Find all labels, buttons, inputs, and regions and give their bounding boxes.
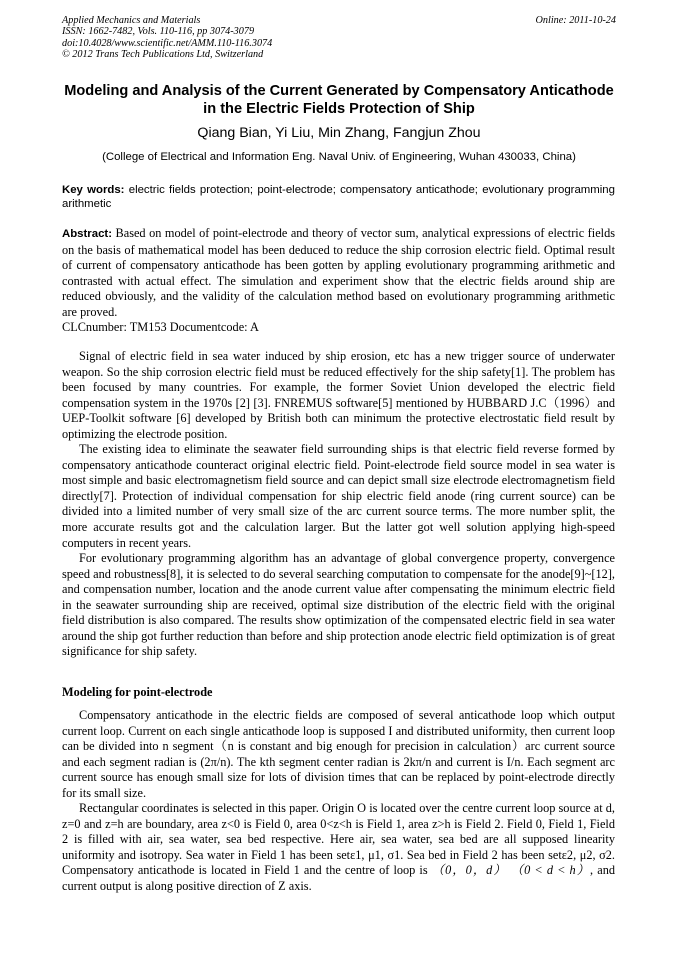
doi-line: doi:10.4028/www.scientific.net/AMM.110-116.3074 xyxy=(62,37,273,49)
keywords-label: Key words: xyxy=(62,184,125,196)
abstract-label: Abstract: xyxy=(62,228,113,240)
paragraph: Signal of electric field in sea water induced by ship erosion, etc has a new trigger source of underwater weapon. So the ship corrosion electric field must be reduced effectively for the ship safety[1]. The problem has been focused by many countries. For example, the former Soviet Union developed the electric field compensation system in the 1970s [2] [3]. FNREMUS software[5] mentioned by HUBBARD J.C（1996）and UEP-Toolkit software [6] developed by British both can minimum the protective electrostatic field result by optimizing the electrode position. xyxy=(62,349,615,441)
keywords xyxy=(62,183,615,211)
journal-name: Applied Mechanics and Materials xyxy=(62,15,201,26)
issn-line: ISSN: 1662-7482, Vols. 110-116, pp 3074-3079 xyxy=(62,26,255,38)
paragraph: Compensatory anticathode in the electric fields are composed of several anticathode loop which output current loop. Current on each single anticathode loop is supposed I and distributed uniformity, then current loop can be divided into n segment（n is constant and big enough for precision in calculation）arc current source and each segment radian is (2π/n). The kth segment center radian is 2kπ/n and current is I/n. Each segment arc current source has enough small size for lots of division times that can be replaced by point-electrode directly for its small size. xyxy=(62,708,615,800)
paragraph xyxy=(62,801,615,894)
online-date: Online: 2011-10-24 xyxy=(535,15,616,26)
paragraph-text: Rectangular coordinates is selected in this paper. Origin O is located over the centre current loop source at d, z=0 and z=h are boundary, area z<0 is Field 0, area 0<z<h is Field 1, area z>h is Field 2. Field 0, Field 1, Field 2 is filled with air, sea water, sea bed respective. Here air, sea water, sea bed are all supposed linearity uniformity and isotropy. Sea water in Field 1 has been setε1, μ1, σ1. Sea bed in Field 2 has been setε2, μ2, σ2. Compensatory anticathode is located in Field 1 and the centre of loop is xyxy=(62,801,615,878)
clc-number: CLCnumber: TM153 Documentcode: A xyxy=(62,320,259,334)
paragraph-tail: , and current output is along positive direction of Z axis. xyxy=(62,863,615,894)
author-list: Qiang Bian, Yi Liu, Min Zhang, Fangjun Zhou xyxy=(197,125,481,141)
abstract xyxy=(62,226,615,320)
paper-title: Modeling and Analysis of the Current Generated by Compensatory Anticathode in the Electric Fields Protection of Ship xyxy=(64,83,614,117)
centre-condition: （0 < d < h） xyxy=(510,863,591,878)
paragraph: For evolutionary programming algorithm has an advantage of global convergence property, convergence speed and robustness[8], it is selected to do several searching computation to compensate for the anode[9]~[12], and compensation number, location and the anode current value after compensating the minimum electric field in the seawater surrounding ship are received, optimal size distribution of the electric field with the original field distribution is also compared. The results show optimization of the compensated electric field in sea water around the ship got further reduction than before and ship protection anode electric field optimization is of great significance for ship safety. xyxy=(62,551,615,659)
centre-point: （0，0，d） xyxy=(431,863,507,878)
section-heading: Modeling for point-electrode xyxy=(62,685,213,699)
affiliation: (College of Electrical and Information Eng. Naval Univ. of Engineering, Wuhan 430033, China) xyxy=(102,151,576,163)
running-header xyxy=(62,15,616,61)
keywords-text: electric fields protection; point-electrode; compensatory anticathode; evolutionary programming arithmetic xyxy=(62,184,615,211)
introduction xyxy=(62,349,615,660)
section-body xyxy=(62,708,615,895)
abstract-text: Based on model of point-electrode and theory of vector sum, analytical expressions of electric fields on the basis of mathematical model has been deduced to reduce the ship corrosion electric field. Optimal result of current of compensatory anticathode has been gotten by appling evolutionary programming arithmetic and contrasted with actual effect. The simulation and experiment show that the electric fields around ship are reduced obviously, and the validity of the calculation method based on evolutionary programming arithmetic are proved. xyxy=(62,226,616,319)
paragraph: The existing idea to eliminate the seawater field surrounding ships is that electric field reverse formed by compensatory anticathode counteract original electric field. Point-electrode field source model in sea water is most simple and basic electromagnetism field source and can depict small size electrode electromagnetism field directly[7]. Protection of individual compensation for ship electric field anode (ring current source) can be divided into a limited number of very small size of the arc current source terms. The more number split, the more accurate results got and the calculation larger. But the latter got well solution applying high-speed computers in recent years. xyxy=(62,442,615,550)
copyright-line: © 2012 Trans Tech Publications Ltd, Switzerland xyxy=(62,49,264,61)
